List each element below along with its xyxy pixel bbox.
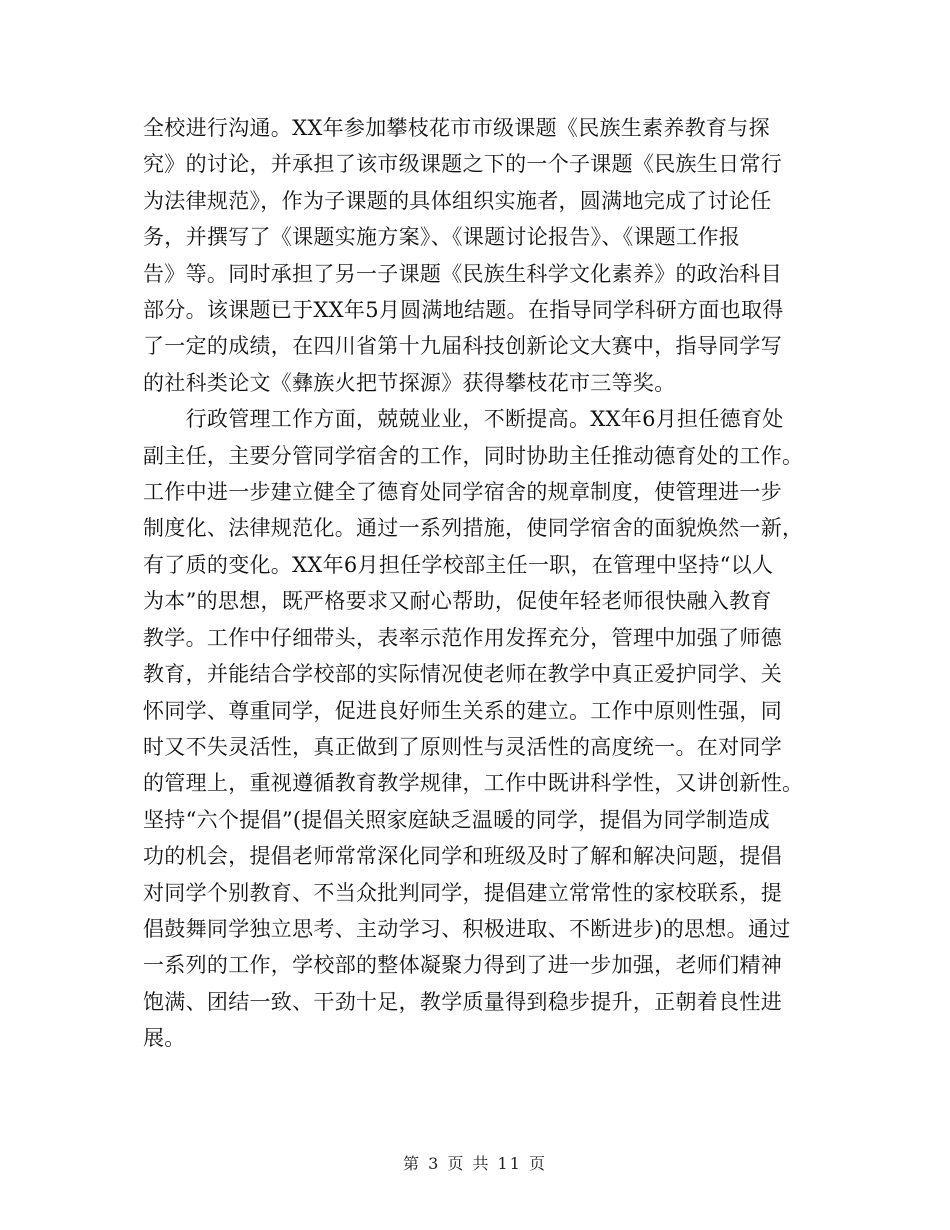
text-line: 的管理上，重视遵循教育教学规律，工作中既讲科学性，又讲创新性。: [143, 771, 804, 795]
text-line: 饱满、团结一致、干劲十足，教学质量得到稳步提升，正朝着良性进: [143, 990, 782, 1014]
text-line: 了一定的成绩，在四川省第十九届科技创新论文大赛中，指导同学写: [143, 334, 782, 358]
text-line: 为本”的思想，既严格要求又耐心帮助，促使年轻老师很快融入教育: [143, 589, 772, 613]
text-line: 一系列的工作，学校部的整体凝聚力得到了进一步加强，老师们精神: [143, 953, 782, 977]
text-line: 工作中进一步建立健全了德育处同学宿舍的规章制度，使管理进一步: [143, 480, 782, 504]
text-line: 副主任，主要分管同学宿舍的工作，同时协助主任推动德育处的工作。: [143, 444, 804, 468]
text-line: 全校进行沟通。XX年参加攀枝花市市级课题《民族生素养教育与探: [143, 116, 770, 140]
text-line: 倡鼓舞同学独立思考、主动学习、积极进取、不断进步)的思想。通过: [143, 917, 791, 941]
text-line: 坚持“六个提倡”(提倡关照家庭缺乏温暖的同学，提倡为同学制造成: [143, 808, 770, 832]
text-line: 功的机会，提倡老师常常深化同学和班级及时了解和解决问题，提倡: [143, 844, 782, 868]
text-line: 告》等。同时承担了另一子课题《民族生科学文化素养》的政治科目: [143, 262, 782, 286]
text-line: 有了质的变化。XX年6月担任学校部主任一职，在管理中坚持“以人: [143, 553, 774, 577]
text-line: 的社科类论文《彝族火把节探源》获得攀枝花市三等奖。: [143, 371, 676, 395]
text-line: 怀同学、尊重同学，促进良好师生关系的建立。工作中原则性强，同: [143, 699, 782, 723]
text-line: 时又不失灵活性，真正做到了原则性与灵活性的高度统一。在对同学: [143, 735, 782, 759]
text-line: 对同学个别教育、不当众批判同学，提倡建立常常性的家校联系，提: [143, 881, 782, 905]
page-footer: 第 3 页 共 11 页: [403, 1154, 547, 1173]
text-line: 为法律规范》，作为子课题的具体组织实施者，圆满地完成了讨论任: [143, 189, 772, 213]
text-line: 教学。工作中仔细带头，表率示范作用发挥充分，管理中加强了师德: [143, 626, 782, 650]
text-line: 教育，并能结合学校部的实际情况使老师在教学中真正爱护同学、关: [143, 662, 782, 686]
text-line: 务，并撰写了《课题实施方案》、《课题讨论报告》、《课题工作报: [143, 225, 740, 249]
text-line: 行政管理工作方面，兢兢业业，不断提高。XX年6月担任德育处: [143, 407, 784, 431]
text-line: 究》的讨论，并承担了该市级课题之下的一个子课题《民族生日常行: [143, 152, 782, 176]
text-line: 展。: [143, 1026, 186, 1050]
text-line: 制度化、法律规范化。通过一系列措施，使同学宿舍的面貌焕然一新，: [143, 516, 804, 540]
text-line: 部分。该课题已于XX年5月圆满地结题。在指导同学科研方面也取得: [143, 298, 784, 322]
